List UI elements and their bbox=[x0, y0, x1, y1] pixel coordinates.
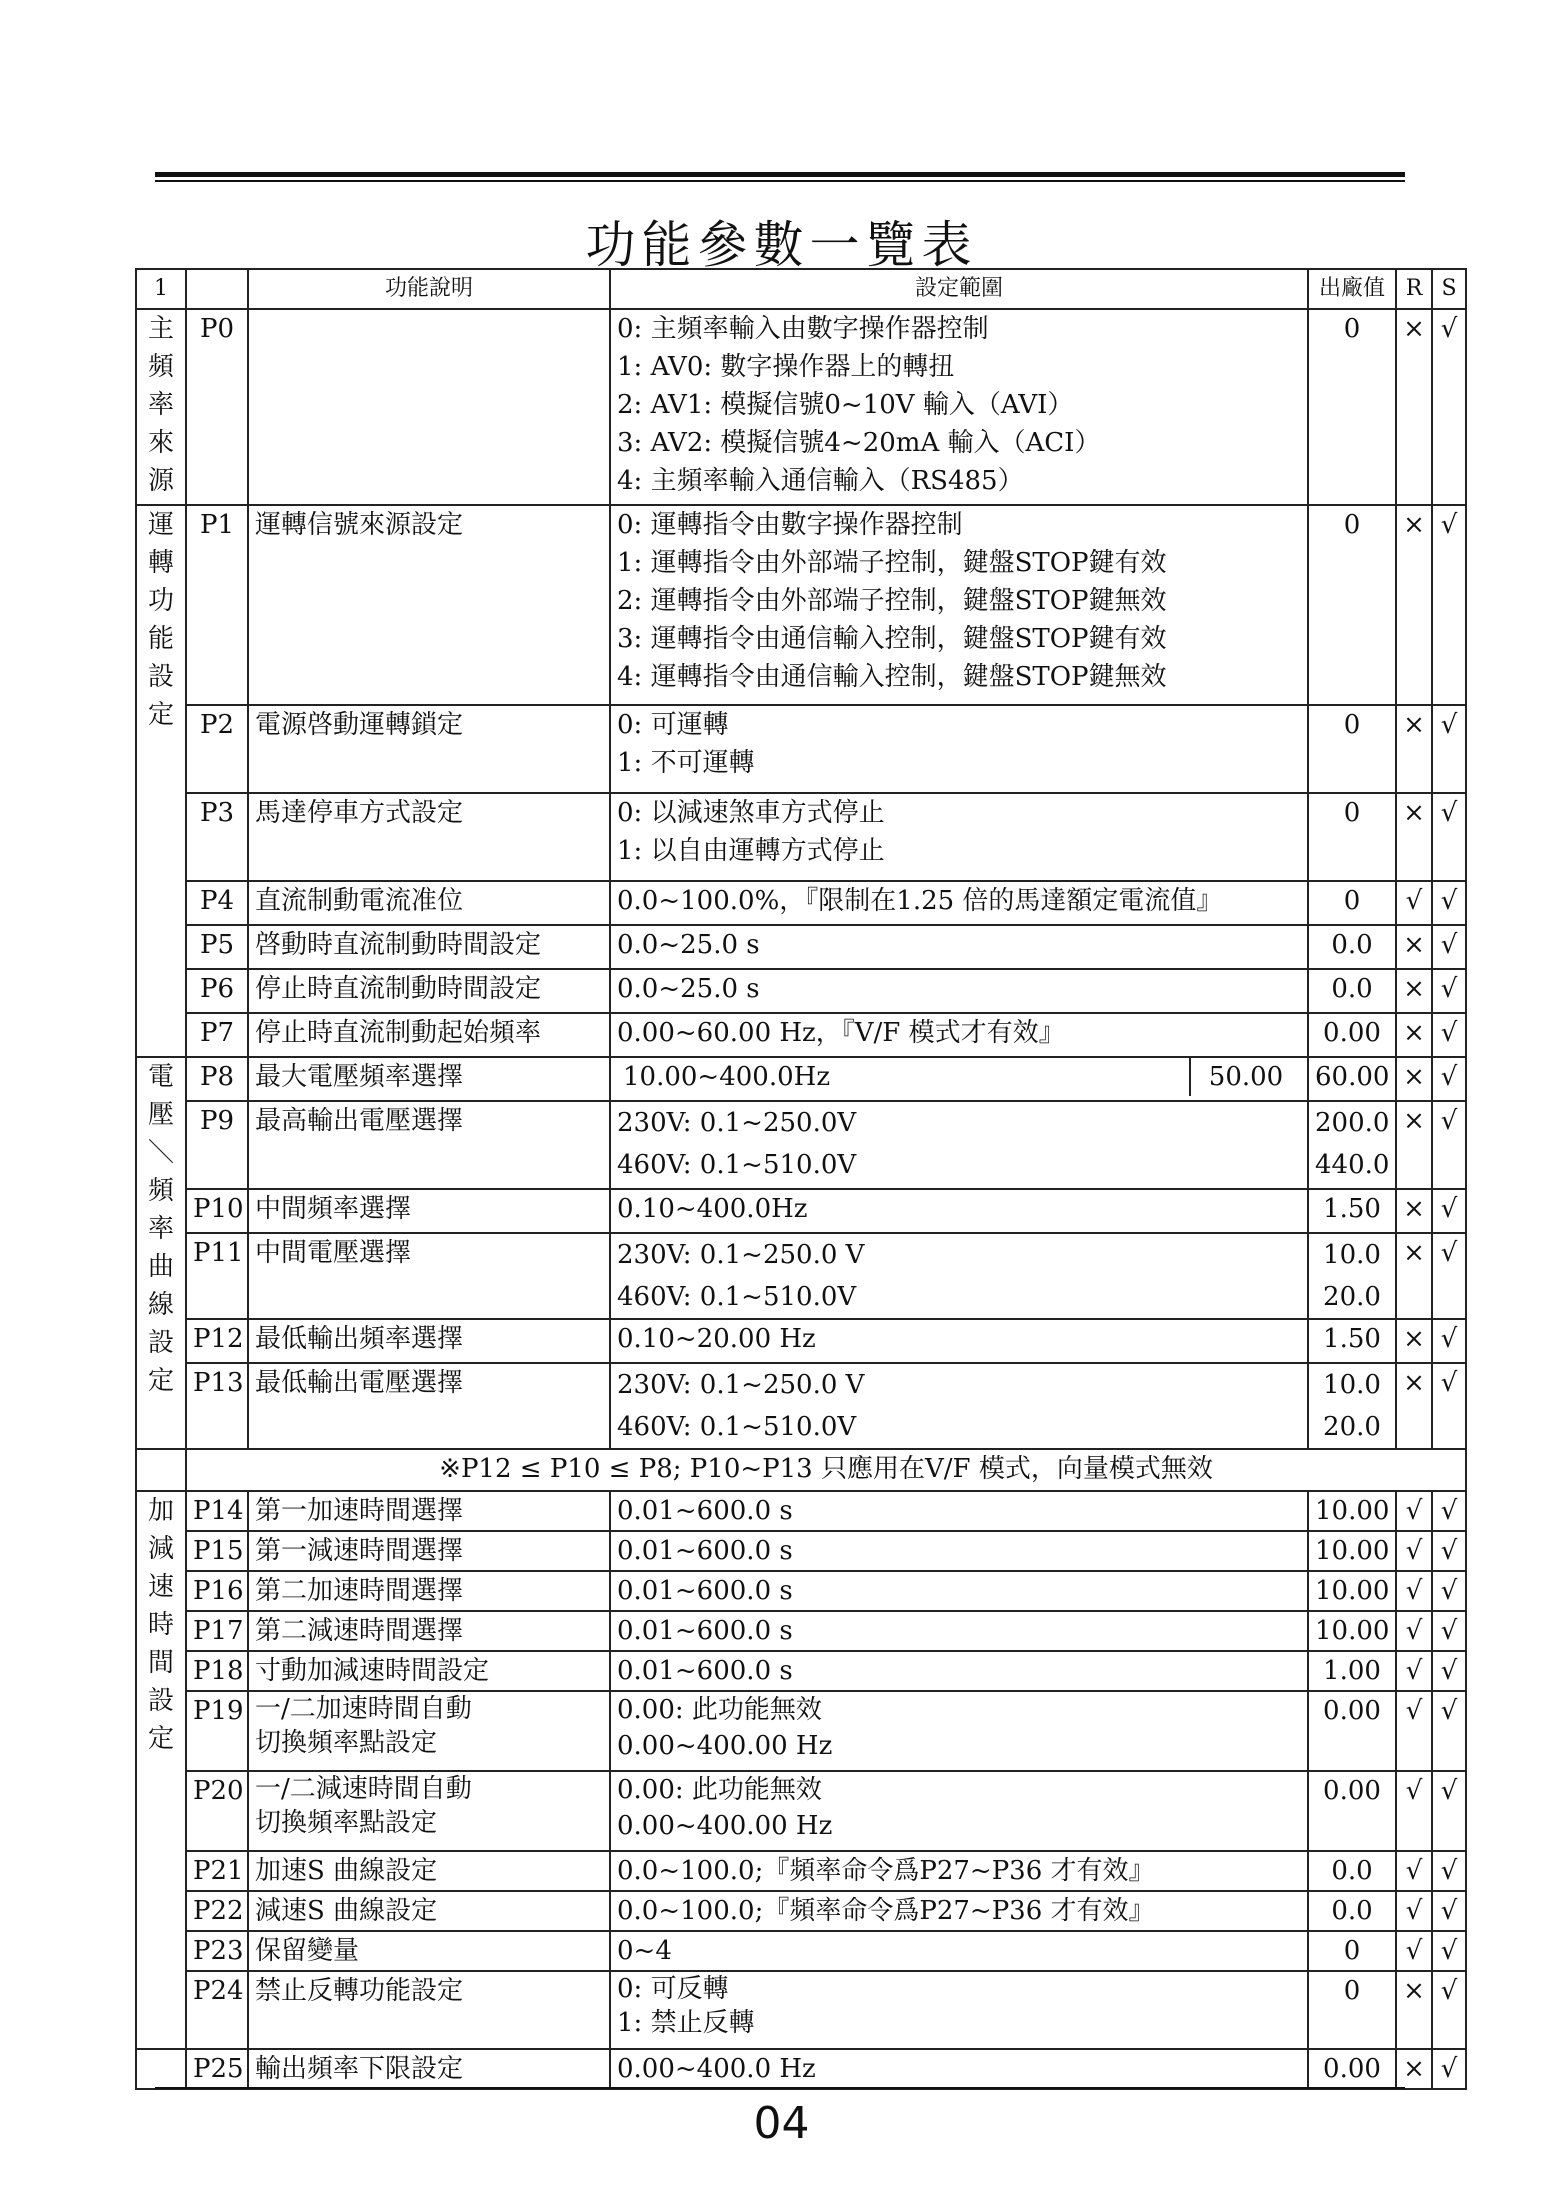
param-s: √ bbox=[1432, 1189, 1466, 1233]
param-code: P20 bbox=[186, 1771, 248, 1851]
param-func: 加速S 曲線設定 bbox=[248, 1851, 610, 1891]
table-row bbox=[136, 1891, 1466, 1931]
param-range: 0.0~100.0;『頻率命令爲P27~P36 才有效』 bbox=[610, 1891, 1308, 1931]
table-row bbox=[136, 1057, 1466, 1101]
param-code: P4 bbox=[186, 881, 248, 925]
param-default: 0.00 bbox=[1308, 1771, 1396, 1851]
param-default: 1.50 bbox=[1308, 1189, 1396, 1233]
param-default: 10.00 bbox=[1308, 1611, 1396, 1651]
param-s: √ bbox=[1432, 925, 1466, 969]
param-r: × bbox=[1396, 1101, 1432, 1189]
param-code: P7 bbox=[186, 1013, 248, 1057]
param-s: √ bbox=[1432, 1057, 1466, 1101]
param-func: 中間頻率選擇 bbox=[248, 1189, 610, 1233]
param-range: 0: 可運轉 1: 不可運轉 bbox=[610, 705, 1308, 793]
param-range: 0: 可反轉 1: 禁止反轉 bbox=[610, 1971, 1308, 2049]
header-r: R bbox=[1396, 269, 1432, 309]
param-default: 10.00 bbox=[1308, 1491, 1396, 1531]
param-r: × bbox=[1396, 309, 1432, 505]
param-default: 60.00 bbox=[1308, 1057, 1396, 1101]
table-row bbox=[136, 1233, 1466, 1319]
param-range: 0.10~400.0Hz bbox=[610, 1189, 1308, 1233]
param-default: 10.0 20.0 bbox=[1308, 1363, 1396, 1449]
table-row bbox=[136, 793, 1466, 881]
table-note-row bbox=[136, 1449, 1466, 1491]
param-range: 0: 主頻率輸入由數字操作器控制 1: AV0: 數字操作器上的轉扭 2: AV1: 模擬信號0~10V 輸入（AVI） 3: AV2: 模擬信號4~20mA 輸入（ACI） 4: 主頻率輸入通信輸入（RS485） bbox=[610, 309, 1308, 505]
param-code: P1 bbox=[186, 505, 248, 705]
param-r: √ bbox=[1396, 1611, 1432, 1651]
param-r: × bbox=[1396, 1971, 1432, 2049]
param-s: √ bbox=[1432, 793, 1466, 881]
param-extra-value: 50.00 bbox=[1189, 1058, 1301, 1096]
param-code: P25 bbox=[186, 2049, 248, 2089]
param-r: √ bbox=[1396, 1491, 1432, 1531]
header-range: 設定範圍 bbox=[610, 269, 1308, 309]
param-func: 直流制動電流准位 bbox=[248, 881, 610, 925]
page-number: 04 bbox=[753, 2098, 810, 2149]
param-s: √ bbox=[1432, 881, 1466, 925]
table-row bbox=[136, 705, 1466, 793]
param-range: 230V: 0.1~250.0 V 460V: 0.1~510.0V bbox=[610, 1363, 1308, 1449]
param-range: 0.00: 此功能無效 0.00~400.00 Hz bbox=[610, 1691, 1308, 1771]
param-code: P9 bbox=[186, 1101, 248, 1189]
table-row bbox=[136, 881, 1466, 925]
param-code: P14 bbox=[186, 1491, 248, 1531]
param-code: P5 bbox=[186, 925, 248, 969]
param-s: √ bbox=[1432, 1013, 1466, 1057]
param-default: 0 bbox=[1308, 1971, 1396, 2049]
param-code: P22 bbox=[186, 1891, 248, 1931]
group-label-continuation bbox=[136, 1449, 186, 1491]
param-default: 1.50 bbox=[1308, 1319, 1396, 1363]
param-r: √ bbox=[1396, 1651, 1432, 1691]
param-default: 0 bbox=[1308, 881, 1396, 925]
table-row bbox=[136, 1611, 1466, 1651]
param-s: √ bbox=[1432, 1611, 1466, 1651]
param-r: × bbox=[1396, 1363, 1432, 1449]
table-header bbox=[136, 269, 1466, 309]
group-label: 運轉功能設定 bbox=[136, 505, 186, 1057]
param-func: 減速S 曲線設定 bbox=[248, 1891, 610, 1931]
param-s: √ bbox=[1432, 2049, 1466, 2089]
param-func: 第一減速時間選擇 bbox=[248, 1531, 610, 1571]
top-rule-thin bbox=[155, 180, 1405, 182]
table-row bbox=[136, 1571, 1466, 1611]
table-row bbox=[136, 1319, 1466, 1363]
param-range: 0.00~60.00 Hz，『V/F 模式才有效』 bbox=[610, 1013, 1308, 1057]
param-default: 1.00 bbox=[1308, 1651, 1396, 1691]
param-s: √ bbox=[1432, 1971, 1466, 2049]
param-default: 0.00 bbox=[1308, 1013, 1396, 1057]
param-default: 10.00 bbox=[1308, 1571, 1396, 1611]
param-r: × bbox=[1396, 2049, 1432, 2089]
param-r: × bbox=[1396, 1189, 1432, 1233]
param-range: 0.10~20.00 Hz bbox=[610, 1319, 1308, 1363]
param-s: √ bbox=[1432, 969, 1466, 1013]
param-code: P19 bbox=[186, 1691, 248, 1771]
param-func: 第二減速時間選擇 bbox=[248, 1611, 610, 1651]
param-range: 0.0~100.0%，『限制在1.25 倍的馬達額定電流值』 bbox=[610, 881, 1308, 925]
param-range: 10.00~400.0Hz 50.00 bbox=[610, 1057, 1308, 1101]
param-r: × bbox=[1396, 793, 1432, 881]
param-r: √ bbox=[1396, 1571, 1432, 1611]
param-s: √ bbox=[1432, 1891, 1466, 1931]
param-s: √ bbox=[1432, 1931, 1466, 1971]
table-row bbox=[136, 1101, 1466, 1189]
param-default: 0.0 bbox=[1308, 969, 1396, 1013]
param-r: √ bbox=[1396, 1891, 1432, 1931]
param-code: P17 bbox=[186, 1611, 248, 1651]
param-code: P2 bbox=[186, 705, 248, 793]
param-default: 0.00 bbox=[1308, 1691, 1396, 1771]
table-row bbox=[136, 1363, 1466, 1449]
table-row bbox=[136, 309, 1466, 505]
param-func: 最低輸出頻率選擇 bbox=[248, 1319, 610, 1363]
top-rule-thick bbox=[155, 172, 1405, 177]
param-default: 0 bbox=[1308, 309, 1396, 505]
param-r: × bbox=[1396, 1233, 1432, 1319]
param-func: 禁止反轉功能設定 bbox=[248, 1971, 610, 2049]
param-default: 0.00 bbox=[1308, 2049, 1396, 2089]
param-s: √ bbox=[1432, 1571, 1466, 1611]
param-range: 0.0~25.0 s bbox=[610, 969, 1308, 1013]
param-code: P0 bbox=[186, 309, 248, 505]
table-row bbox=[136, 1691, 1466, 1771]
param-r: √ bbox=[1396, 1931, 1432, 1971]
param-range: 0.01~600.0 s bbox=[610, 1531, 1308, 1571]
param-func: 中間電壓選擇 bbox=[248, 1233, 610, 1319]
param-code: P12 bbox=[186, 1319, 248, 1363]
param-default: 0 bbox=[1308, 705, 1396, 793]
param-range: 0.01~600.0 s bbox=[610, 1491, 1308, 1531]
param-func: 保留變量 bbox=[248, 1931, 610, 1971]
param-s: √ bbox=[1432, 1531, 1466, 1571]
param-range: 230V: 0.1~250.0 V 460V: 0.1~510.0V bbox=[610, 1233, 1308, 1319]
param-range: 0: 以減速煞車方式停止 1: 以自由運轉方式停止 bbox=[610, 793, 1308, 881]
group-label-continuation bbox=[136, 2049, 186, 2089]
param-default: 0.0 bbox=[1308, 1851, 1396, 1891]
table-row bbox=[136, 1651, 1466, 1691]
param-range: 0~4 bbox=[610, 1931, 1308, 1971]
param-range: 230V: 0.1~250.0V 460V: 0.1~510.0V bbox=[610, 1101, 1308, 1189]
table-row bbox=[136, 969, 1466, 1013]
param-range: 0.01~600.0 s bbox=[610, 1651, 1308, 1691]
param-r: √ bbox=[1396, 1531, 1432, 1571]
param-range: 0: 運轉指令由數字操作器控制 1: 運轉指令由外部端子控制，鍵盤STOP鍵有效 2: 運轉指令由外部端子控制，鍵盤STOP鍵無效 3: 運轉指令由通信輸入控制，鍵盤STOP鍵有效 4: 運轉指令由通信輸入控制，鍵盤STOP鍵無效 bbox=[610, 505, 1308, 705]
param-s: √ bbox=[1432, 705, 1466, 793]
header-code bbox=[186, 269, 248, 309]
header-num: 1 bbox=[136, 269, 186, 309]
table-row bbox=[136, 1531, 1466, 1571]
param-range: 0.01~600.0 s bbox=[610, 1611, 1308, 1651]
group-label: 加減速時間設定 bbox=[136, 1491, 186, 2049]
param-s: √ bbox=[1432, 1491, 1466, 1531]
group-label: 電壓＼頻率曲線設定 bbox=[136, 1057, 186, 1449]
param-func: 最高輸出電壓選擇 bbox=[248, 1101, 610, 1189]
param-range: 0.00: 此功能無效 0.00~400.00 Hz bbox=[610, 1771, 1308, 1851]
param-default: 0.0 bbox=[1308, 925, 1396, 969]
param-func: 寸動加減速時間設定 bbox=[248, 1651, 610, 1691]
table-note: ※P12 ≤ P10 ≤ P8; P10~P13 只應用在V/F 模式，向量模式無效 bbox=[186, 1449, 1466, 1491]
param-r: √ bbox=[1396, 1851, 1432, 1891]
param-code: P3 bbox=[186, 793, 248, 881]
param-default: 0.0 bbox=[1308, 1891, 1396, 1931]
header-func: 功能說明 bbox=[248, 269, 610, 309]
param-code: P11 bbox=[186, 1233, 248, 1319]
param-func: 運轉信號來源設定 bbox=[248, 505, 610, 705]
param-code: P18 bbox=[186, 1651, 248, 1691]
param-code: P23 bbox=[186, 1931, 248, 1971]
param-s: √ bbox=[1432, 1691, 1466, 1771]
param-s: √ bbox=[1432, 1101, 1466, 1189]
table-row bbox=[136, 1189, 1466, 1233]
param-r: × bbox=[1396, 705, 1432, 793]
param-s: √ bbox=[1432, 1651, 1466, 1691]
param-func: 停止時直流制動時間設定 bbox=[248, 969, 610, 1013]
page-title: 功能參數一覽表 bbox=[585, 216, 978, 274]
param-r: √ bbox=[1396, 881, 1432, 925]
table-row bbox=[136, 1013, 1466, 1057]
param-s: √ bbox=[1432, 1771, 1466, 1851]
param-code: P8 bbox=[186, 1057, 248, 1101]
param-func: 馬達停車方式設定 bbox=[248, 793, 610, 881]
param-r: × bbox=[1396, 1319, 1432, 1363]
header-s: S bbox=[1432, 269, 1466, 309]
group-label: 主頻率來源 bbox=[136, 309, 186, 505]
param-func: 最大電壓頻率選擇 bbox=[248, 1057, 610, 1101]
param-code: P13 bbox=[186, 1363, 248, 1449]
table-row bbox=[136, 1851, 1466, 1891]
header-default: 出廠值 bbox=[1308, 269, 1396, 309]
param-default: 0 bbox=[1308, 793, 1396, 881]
param-s: √ bbox=[1432, 1851, 1466, 1891]
param-code: P6 bbox=[186, 969, 248, 1013]
param-func: 一/二減速時間自動 切換頻率點設定 bbox=[248, 1771, 610, 1851]
param-func: 電源啓動運轉鎖定 bbox=[248, 705, 610, 793]
param-code: P24 bbox=[186, 1971, 248, 2049]
param-default: 10.0 20.0 bbox=[1308, 1233, 1396, 1319]
param-func: 輸出頻率下限設定 bbox=[248, 2049, 610, 2089]
param-func: 停止時直流制動起始頻率 bbox=[248, 1013, 610, 1057]
param-default: 10.00 bbox=[1308, 1531, 1396, 1571]
param-r: √ bbox=[1396, 1771, 1432, 1851]
param-r: × bbox=[1396, 925, 1432, 969]
param-func: 第一加速時間選擇 bbox=[248, 1491, 610, 1531]
param-func: 最低輸出電壓選擇 bbox=[248, 1363, 610, 1449]
table-row bbox=[136, 925, 1466, 969]
param-default: 0 bbox=[1308, 1931, 1396, 1971]
param-s: √ bbox=[1432, 505, 1466, 705]
param-r: √ bbox=[1396, 1691, 1432, 1771]
param-default: 200.0 440.0 bbox=[1308, 1101, 1396, 1189]
table-row bbox=[136, 1971, 1466, 2049]
param-func: 一/二加速時間自動 切換頻率點設定 bbox=[248, 1691, 610, 1771]
param-s: √ bbox=[1432, 1363, 1466, 1449]
param-default: 0 bbox=[1308, 505, 1396, 705]
param-code: P21 bbox=[186, 1851, 248, 1891]
param-s: √ bbox=[1432, 309, 1466, 505]
table-row bbox=[136, 1931, 1466, 1971]
param-r: × bbox=[1396, 969, 1432, 1013]
param-r: × bbox=[1396, 505, 1432, 705]
param-code: P16 bbox=[186, 1571, 248, 1611]
param-s: √ bbox=[1432, 1233, 1466, 1319]
param-range: 0.01~600.0 s bbox=[610, 1571, 1308, 1611]
table-row bbox=[136, 2049, 1466, 2089]
table-row bbox=[136, 1491, 1466, 1531]
param-r: × bbox=[1396, 1013, 1432, 1057]
param-range: 0.0~100.0;『頻率命令爲P27~P36 才有效』 bbox=[610, 1851, 1308, 1891]
param-range: 0.0~25.0 s bbox=[610, 925, 1308, 969]
param-func: 啓動時直流制動時間設定 bbox=[248, 925, 610, 969]
param-func bbox=[248, 309, 610, 505]
bottom-rule bbox=[155, 2087, 1405, 2089]
param-s: √ bbox=[1432, 1319, 1466, 1363]
param-range: 0.00~400.0 Hz bbox=[610, 2049, 1308, 2089]
table-row bbox=[136, 505, 1466, 705]
table-row bbox=[136, 1771, 1466, 1851]
param-code: P10 bbox=[186, 1189, 248, 1233]
param-r: × bbox=[1396, 1057, 1432, 1101]
parameter-table bbox=[135, 268, 1467, 2090]
param-func: 第二加速時間選擇 bbox=[248, 1571, 610, 1611]
param-code: P15 bbox=[186, 1531, 248, 1571]
